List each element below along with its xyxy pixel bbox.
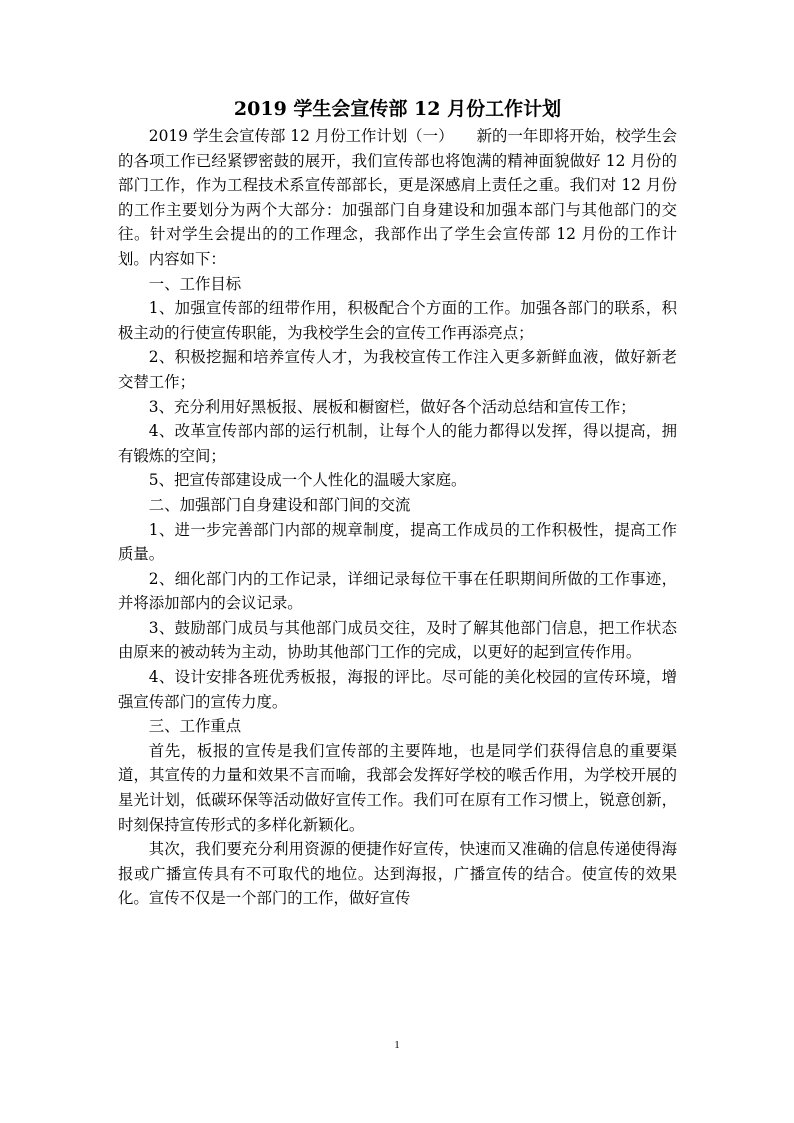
section-heading-goals: 一、工作目标 [148, 274, 242, 293]
section-heading-focus: 三、工作重点 [148, 717, 242, 736]
focus-paragraph-first: 首先，板报的宣传是我们宣传部的主要阵地，也是同学们获得信息的重要渠道，其宣传的力量和效果不言而喻，我部会发挥好学校的喉舌作用，为学校开展的星光计划，低碳环保等活动做好宣传工作。我们可在原有工作习惯上，锐意创新，时刻保持宣传形式的多样化新颖化。 [118, 741, 677, 834]
document-title: 2019 学生会宣传部 12 月份工作计划 [233, 98, 562, 120]
goal-item-3: 3、充分利用好黑板报、展板和橱窗栏，做好各个活动总结和宣传工作； [148, 397, 636, 416]
goal-item-4: 4、改革宣传部内部的运行机制，让每个人的能力都得以发挥，得以提高，拥有锻炼的空间； [118, 422, 677, 465]
paragraph-intro: 2019 学生会宣传部 12 月份工作计划（一） 新的一年即将开始，校学生会的各项工作已经紧锣密鼓的展开，我们宣传部也将饱满的精神面貌做好 12 月份的部门工作，作为工程技术系宣传部部长，更是深感肩上责任之重。我们对 12 月份的工作主要划分为两个大部分：加强部门自身建设和加强本部门与其他部门的交往。针对学生会提出的的工作理念，我部作出了学生会宣传部 12 月份的工作计划。内容如下： [118, 127, 677, 268]
goal-item-1: 1、加强宣传部的纽带作用，积极配合个方面的工作。加强各部门的联系，积极主动的行使宣传职能，为我校学生会的宣传工作再添亮点； [118, 299, 677, 342]
construction-item-2: 2、细化部门内的工作记录，详细记录每位干事在任职期间所做的工作事迹，并将添加部内的会议记录。 [118, 569, 677, 613]
document-page [118, 95, 677, 911]
page-number: 1 [394, 1039, 400, 1051]
goal-item-5: 5、把宣传部建设成一个人性化的温暖大家庭。 [148, 471, 467, 490]
goal-item-2: 2、积极挖掘和培养宣传人才，为我校宣传工作注入更多新鲜血液，做好新老交替工作； [118, 348, 677, 391]
section-heading-construction: 二、加强部门自身建设和部门间的交流 [148, 495, 411, 514]
construction-item-4: 4、设计安排各班优秀板报，海报的评比。尽可能的美化校园的宣传环境，增强宣传部门的宣传力度。 [118, 668, 677, 711]
construction-item-1: 1、进一步完善部门内部的规章制度，提高工作成员的工作积极性，提高工作质量。 [118, 520, 677, 564]
focus-paragraph-second: 其次，我们要充分利用资源的便捷作好宣传，快速而又准确的信息传递使得海报或广播宣传具有不可取代的地位。达到海报，广播宣传的结合。使宣传的效果化。宣传不仅是一个部门的工作，做好宣传 [118, 840, 677, 908]
construction-item-3: 3、鼓励部门成员与其他部门成员交往，及时了解其他部门信息，把工作状态由原来的被动转为主动，协助其他部门工作的完成，以更好的起到宣传作用。 [118, 618, 677, 662]
